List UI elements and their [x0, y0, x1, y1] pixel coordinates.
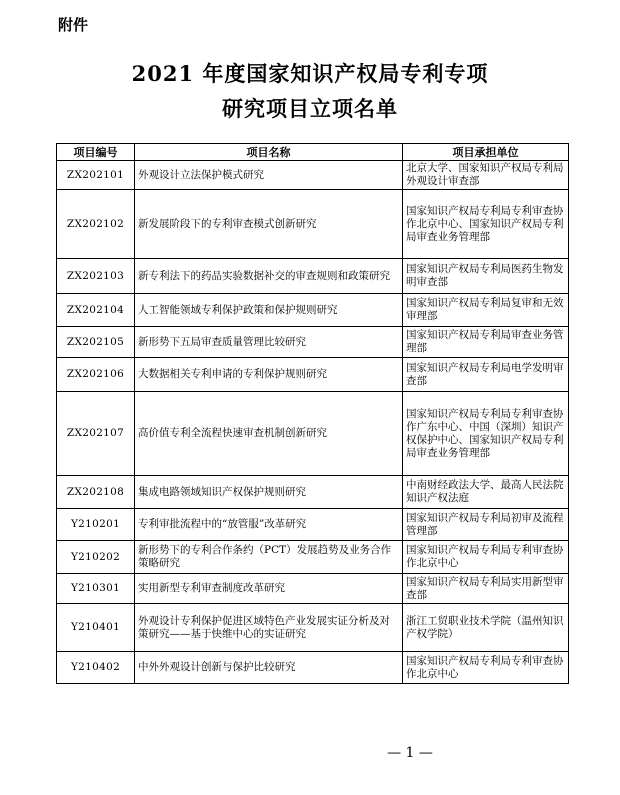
table-row [57, 161, 569, 190]
project-code: ZX202101 [57, 161, 135, 190]
table-row [57, 476, 569, 509]
project-code: Y210301 [57, 574, 135, 604]
project-unit: 国家知识产权局专利局专利审查协作北京中心 [403, 541, 569, 574]
project-name: 中外外观设计创新与保护比较研究 [135, 652, 403, 684]
project-name: 专利审批流程中的“放管服”改革研究 [135, 509, 403, 541]
project-unit: 北京大学、国家知识产权局专利局外观设计审查部 [403, 161, 569, 190]
table-row [57, 392, 569, 476]
project-code: ZX202105 [57, 327, 135, 358]
project-code: Y210201 [57, 509, 135, 541]
page-number: — 1 — [387, 745, 433, 761]
project-list-table [56, 143, 569, 684]
attachment-label: 附件 [58, 16, 89, 34]
project-name: 实用新型专利审查制度改革研究 [135, 574, 403, 604]
document-title-line-1: 2021 年度国家知识产权局专利专项 [131, 61, 489, 86]
table-row [57, 541, 569, 574]
header-project-unit: 项目承担单位 [403, 144, 569, 161]
project-name: 新形势下五局审查质量管理比较研究 [135, 327, 403, 358]
header-project-name: 项目名称 [135, 144, 403, 161]
project-unit: 国家知识产权局专利局复审和无效审理部 [403, 294, 569, 327]
project-name: 外观设计立法保护模式研究 [135, 161, 403, 190]
project-name: 新专利法下的药品实验数据补交的审查规则和政策研究 [135, 259, 403, 294]
project-unit: 浙江工贸职业技术学院（温州知识产权学院） [403, 604, 569, 652]
project-name: 外观设计专利保护促进区域特色产业发展实证分析及对策研究——基于快维中心的实证研究 [135, 604, 403, 652]
project-name: 新形势下的专利合作条约（PCT）发展趋势及业务合作策略研究 [135, 541, 403, 574]
table-row [57, 190, 569, 259]
document-title-line-2: 研究项目立项名单 [222, 96, 398, 121]
project-unit: 国家知识产权局专利局电学发明审查部 [403, 358, 569, 392]
project-unit: 国家知识产权局专利局审查业务管理部 [403, 327, 569, 358]
project-code: Y210402 [57, 652, 135, 684]
table-row [57, 259, 569, 294]
table-row [57, 294, 569, 327]
project-code: ZX202103 [57, 259, 135, 294]
table-header-row [57, 144, 569, 161]
project-unit: 国家知识产权局专利局专利审查协作北京中心、国家知识产权局专利局审查业务管理部 [403, 190, 569, 259]
table-row [57, 509, 569, 541]
project-code: ZX202108 [57, 476, 135, 509]
project-name: 新发展阶段下的专利审查模式创新研究 [135, 190, 403, 259]
project-unit: 国家知识产权局专利局医药生物发明审查部 [403, 259, 569, 294]
project-code: ZX202104 [57, 294, 135, 327]
header-project-code: 项目编号 [57, 144, 135, 161]
project-code: Y210202 [57, 541, 135, 574]
project-name: 大数据相关专利申请的专利保护规则研究 [135, 358, 403, 392]
project-code: ZX202106 [57, 358, 135, 392]
project-code: ZX202107 [57, 392, 135, 476]
project-unit: 国家知识产权局专利局专利审查协作广东中心、中国（深圳）知识产权保护中心、国家知识产权局专利局审查业务管理部 [403, 392, 569, 476]
table-row [57, 327, 569, 358]
project-name: 集成电路领域知识产权保护规则研究 [135, 476, 403, 509]
table-row [57, 604, 569, 652]
project-name: 高价值专利全流程快速审查机制创新研究 [135, 392, 403, 476]
project-unit: 国家知识产权局专利局专利审查协作北京中心 [403, 652, 569, 684]
project-code: ZX202102 [57, 190, 135, 259]
project-name: 人工智能领域专利保护政策和保护规则研究 [135, 294, 403, 327]
table-row [57, 652, 569, 684]
table-row [57, 574, 569, 604]
table-row [57, 358, 569, 392]
project-unit: 国家知识产权局专利局实用新型审查部 [403, 574, 569, 604]
project-code: Y210401 [57, 604, 135, 652]
project-unit: 国家知识产权局专利局初审及流程管理部 [403, 509, 569, 541]
project-unit: 中南财经政法大学、最高人民法院知识产权法庭 [403, 476, 569, 509]
